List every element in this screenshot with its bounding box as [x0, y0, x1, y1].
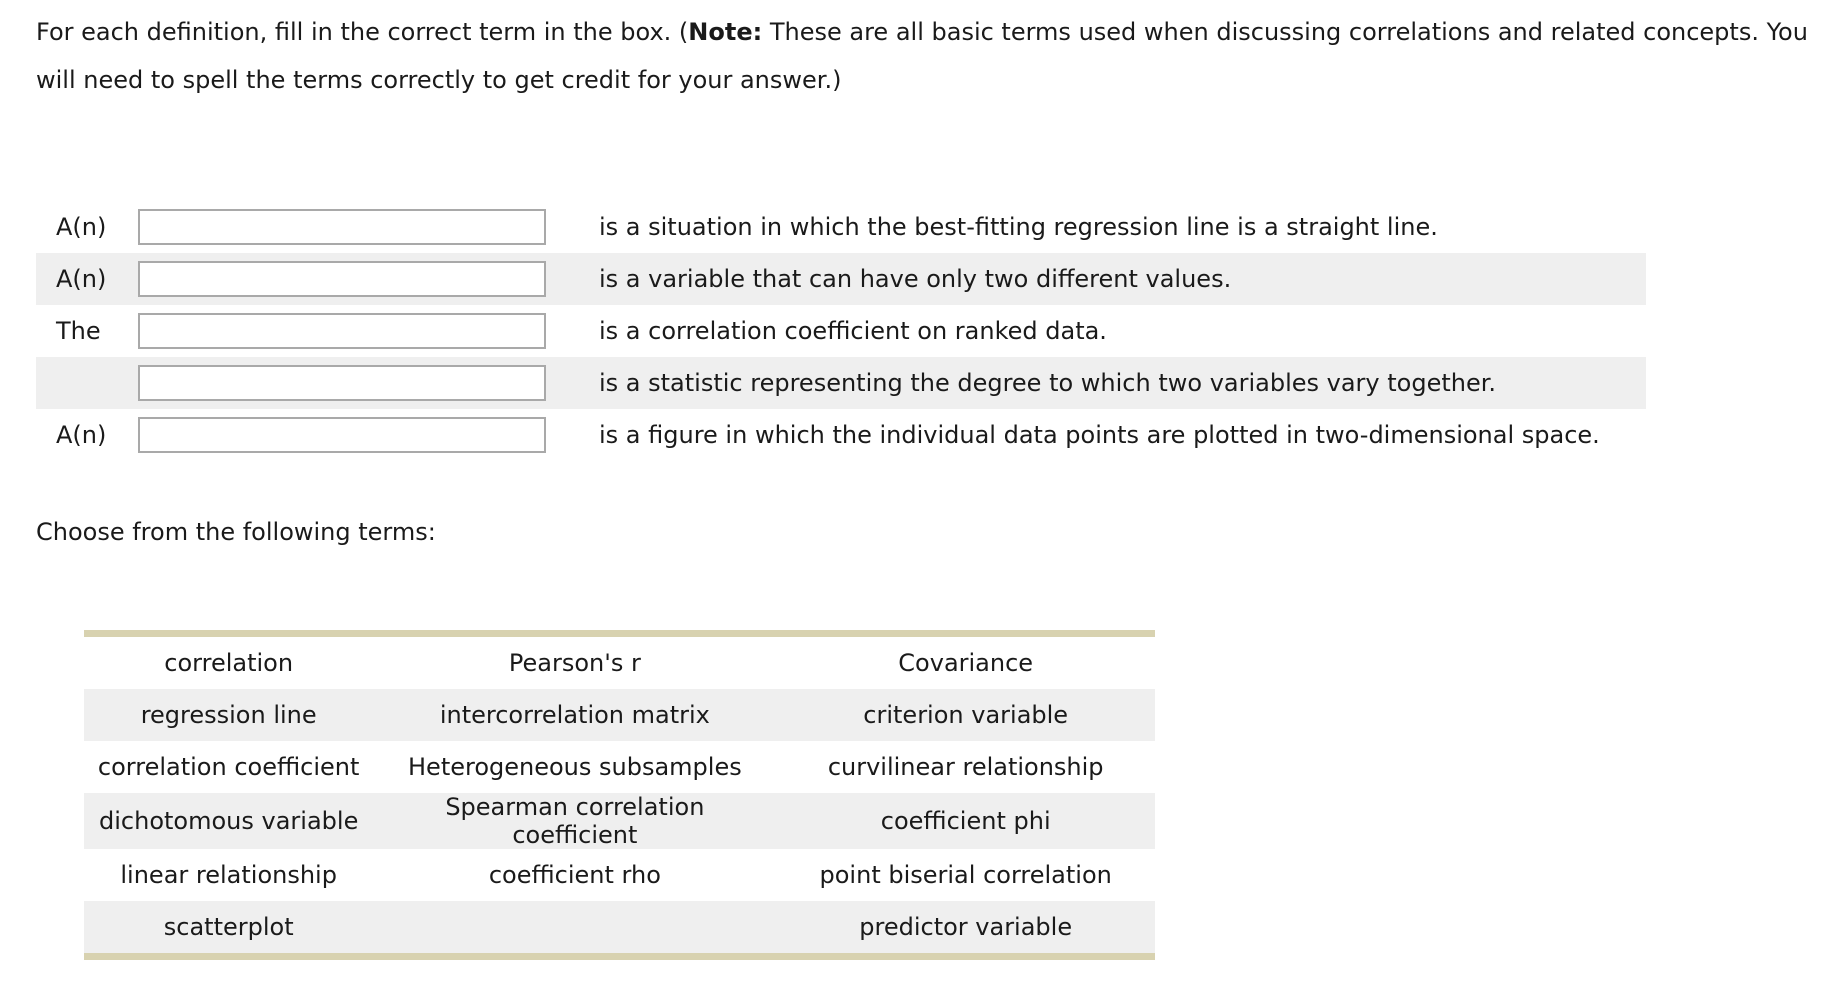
term-row	[84, 901, 1155, 953]
term-row	[84, 689, 1155, 741]
question-row	[36, 305, 1646, 357]
term-bank-top-rule	[84, 630, 1155, 637]
term-row	[84, 793, 1155, 849]
question-definition: is a situation in which the best-fitting regression line is a straight line.	[599, 213, 1438, 241]
term-cell: scatterplot	[163, 913, 294, 941]
term-cell: linear relationship	[120, 861, 337, 889]
term-cell: regression line	[140, 701, 317, 729]
term-cell: criterion variable	[863, 701, 1069, 729]
question-row	[36, 409, 1646, 461]
question-row	[36, 201, 1646, 253]
term-cell: coefficient rho	[488, 861, 661, 889]
question-definition: is a variable that can have only two different values.	[599, 265, 1232, 293]
question-row	[36, 253, 1646, 305]
question-prefix: A(n)	[56, 213, 107, 241]
term-row	[84, 637, 1155, 689]
question-definition: is a statistic representing the degree to which two variables vary together.	[599, 369, 1497, 397]
instructions-note-label: Note:	[688, 18, 763, 46]
term-cell: Pearson's r	[508, 649, 641, 677]
term-cell: Spearman correlation coefficient	[445, 793, 705, 849]
answer-input-4[interactable]	[138, 365, 546, 401]
term-cell: coefficient phi	[880, 807, 1051, 835]
question-definition: is a figure in which the individual data points are plotted in two-dimensional space.	[599, 421, 1600, 449]
term-row	[84, 849, 1155, 901]
question-definition: is a correlation coefficient on ranked data.	[599, 317, 1107, 345]
term-bank-bottom-rule	[84, 953, 1155, 960]
question-row	[36, 357, 1646, 409]
question-prefix	[36, 357, 137, 409]
question-prefix: A(n)	[56, 265, 107, 293]
term-cell: correlation	[164, 649, 294, 677]
term-row	[84, 741, 1155, 793]
term-cell: point biserial correlation	[819, 861, 1112, 889]
instructions-lead: For each definition, fill in the correct term in the box. (	[36, 18, 689, 46]
term-cell: intercorrelation matrix	[439, 701, 710, 729]
term-cell: predictor variable	[859, 913, 1073, 941]
question-prefix: A(n)	[56, 421, 107, 449]
term-cell: Covariance	[898, 649, 1034, 677]
answer-input-1[interactable]	[138, 209, 546, 245]
instructions-text	[36, 8, 1826, 104]
definitions-table	[36, 201, 1646, 461]
answer-input-5[interactable]	[138, 417, 546, 453]
term-cell: Heterogeneous subsamples	[408, 753, 742, 781]
answer-input-2[interactable]	[138, 261, 546, 297]
question-prefix: The	[56, 317, 101, 345]
choose-terms-label: Choose from the following terms:	[36, 518, 436, 546]
instructions-note-text: These are all basic terms used when discussing correlations and related concepts. You will need to spell the terms correctly to get credit for your answer.)	[36, 18, 1808, 94]
term-bank-table	[84, 637, 1155, 953]
term-cell	[373, 901, 776, 953]
term-cell: dichotomous variable	[99, 807, 359, 835]
term-bank	[84, 630, 1155, 960]
answer-input-3[interactable]	[138, 313, 546, 349]
term-cell: curvilinear relationship	[827, 753, 1104, 781]
term-cell: correlation coefficient	[97, 753, 360, 781]
